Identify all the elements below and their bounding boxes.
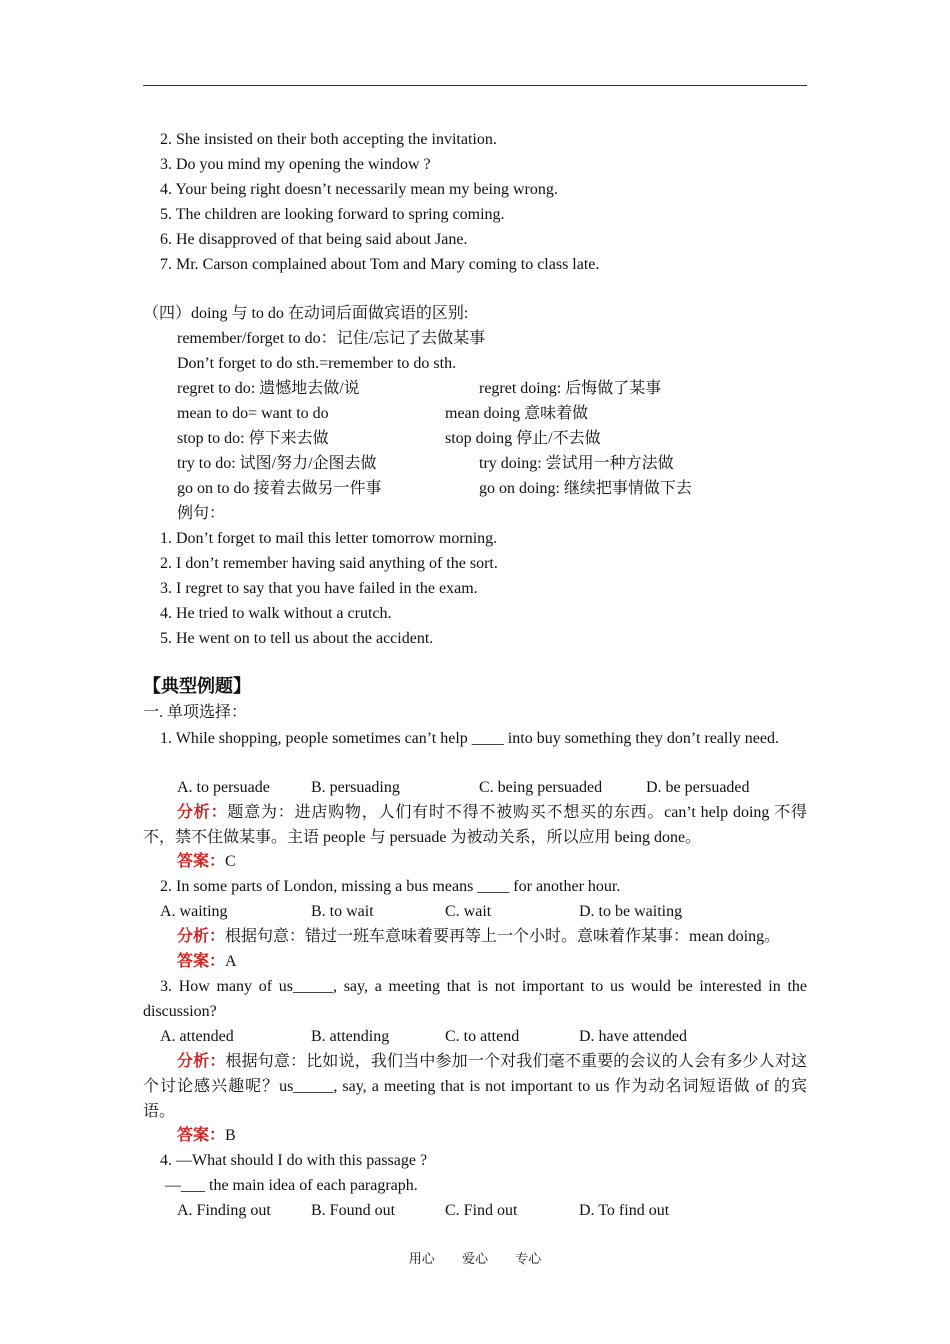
option: C. Find out <box>445 1202 518 1219</box>
analysis-block <box>143 800 807 850</box>
example-line: 6. He disapproved of that being said about Jane. <box>160 231 468 248</box>
analysis-label: 分析： <box>177 804 228 821</box>
footer-text: 用心 <box>408 1251 435 1266</box>
analysis-block <box>143 1049 807 1124</box>
example-line: 1. Don’t forget to mail this letter tomorrow morning. <box>160 530 498 547</box>
question-stem: 2. In some parts of London, missing a bus means ____ for another hour. <box>160 878 621 895</box>
pair-right: go on doing: 继续把事情做下去 <box>479 480 692 497</box>
rule-line: Don’t forget to do sth.=remember to do sth. <box>177 355 457 372</box>
option: A. Finding out <box>177 1202 271 1219</box>
pair-left: try to do: 试图/努力/企图去做 <box>177 455 377 472</box>
pair-right: mean doing 意味着做 <box>445 405 589 422</box>
pair-left: stop to do: 停下来去做 <box>177 430 329 447</box>
answer-value: B <box>225 1127 236 1144</box>
option: B. attending <box>311 1028 390 1045</box>
pair-right: regret doing: 后悔做了某事 <box>479 380 662 397</box>
example-line: 5. The children are looking forward to spring coming. <box>160 206 505 223</box>
option: A. to persuade <box>177 779 270 796</box>
answer-line <box>177 1126 236 1146</box>
header-rule <box>143 85 807 86</box>
analysis-label: 分析： <box>177 1053 226 1070</box>
analysis-text: 根据句意：比如说，我们当中参加一个对我们毫不重要的会议的人会有多少人对这个讨论感兴趣呢？us_____, say, a meeting that is not important to us 作为动名词短语做 of 的宾语。 <box>143 1053 807 1120</box>
pair-left: go on to do 接着去做另一件事 <box>177 480 382 497</box>
analysis-text: 题意为：进店购物，人们有时不得不被购买不想买的东西。can’t help doing 不得不，禁不住做某事。主语 people 与 persuade 为被动关系，所以应用 being done。 <box>143 804 807 846</box>
option: C. wait <box>445 903 492 920</box>
answer-value: A <box>225 953 237 970</box>
option: D. have attended <box>579 1028 687 1045</box>
analysis-text: 根据句意：错过一班车意味着要再等上一个小时。意味着作某事：mean doing。 <box>225 928 781 945</box>
pair-left: regret to do: 遗憾地去做/说 <box>177 380 360 397</box>
option: B. Found out <box>311 1202 396 1219</box>
example-line: 2. She insisted on their both accepting the invitation. <box>160 131 497 148</box>
answer-line <box>177 852 236 872</box>
example-line: 5. He went on to tell us about the accident. <box>160 630 434 647</box>
part-title: 一. 单项选择： <box>143 704 248 721</box>
example-line: 3. I regret to say that you have failed in the exam. <box>160 580 478 597</box>
question-stem: 4. —What should I do with this passage ? <box>160 1152 428 1169</box>
answer-value: C <box>225 853 236 870</box>
pair-left: mean to do= want to do <box>177 405 329 422</box>
answer-label: 答案： <box>177 1127 226 1144</box>
question-reply: —___ the main idea of each paragraph. <box>165 1177 418 1194</box>
rule-line: remember/forget to do：记住/忘记了去做某事 <box>177 330 486 347</box>
answer-label: 答案： <box>177 853 226 870</box>
pair-right: try doing: 尝试用一种方法做 <box>479 455 674 472</box>
question-stem: 1. While shopping, people sometimes can’t help ____ into buy something they don’t really need. <box>160 730 780 747</box>
example-line: 4. Your being right doesn’t necessarily mean my being wrong. <box>160 181 558 198</box>
option: B. persuading <box>311 779 400 796</box>
footer-text: 爱心 <box>461 1251 488 1266</box>
example-line: 3. Do you mind my opening the window ? <box>160 156 431 173</box>
option: C. to attend <box>445 1028 520 1045</box>
example-line: 7. Mr. Carson complained about Tom and Mary coming to class late. <box>160 256 600 273</box>
pair-right: stop doing 停止/不去做 <box>445 430 601 447</box>
option: A. waiting <box>160 903 228 920</box>
example-line: 4. He tried to walk without a crutch. <box>160 605 392 622</box>
answer-line <box>177 952 237 972</box>
answer-label: 答案： <box>177 953 226 970</box>
option: C. being persuaded <box>479 779 603 796</box>
question-stem: 3. How many of us_____, say, a meeting that is not important to us would be interested in the discussion? <box>143 978 807 1020</box>
analysis-block <box>177 927 780 947</box>
example-label: 例句： <box>177 505 226 522</box>
option: B. to wait <box>311 903 374 920</box>
example-line: 2. I don’t remember having said anything of the sort. <box>160 555 498 572</box>
section-title: （四）doing 与 to do 在动词后面做宾语的区别: <box>143 305 469 322</box>
section-heading: 【典型例题】 <box>143 676 251 697</box>
footer-text: 专心 <box>515 1251 542 1266</box>
option: A. attended <box>160 1028 234 1045</box>
analysis-label: 分析： <box>177 928 226 945</box>
option: D. be persuaded <box>646 779 750 796</box>
option: D. To find out <box>579 1202 670 1219</box>
page-footer <box>0 1248 950 1267</box>
option: D. to be waiting <box>579 903 683 920</box>
